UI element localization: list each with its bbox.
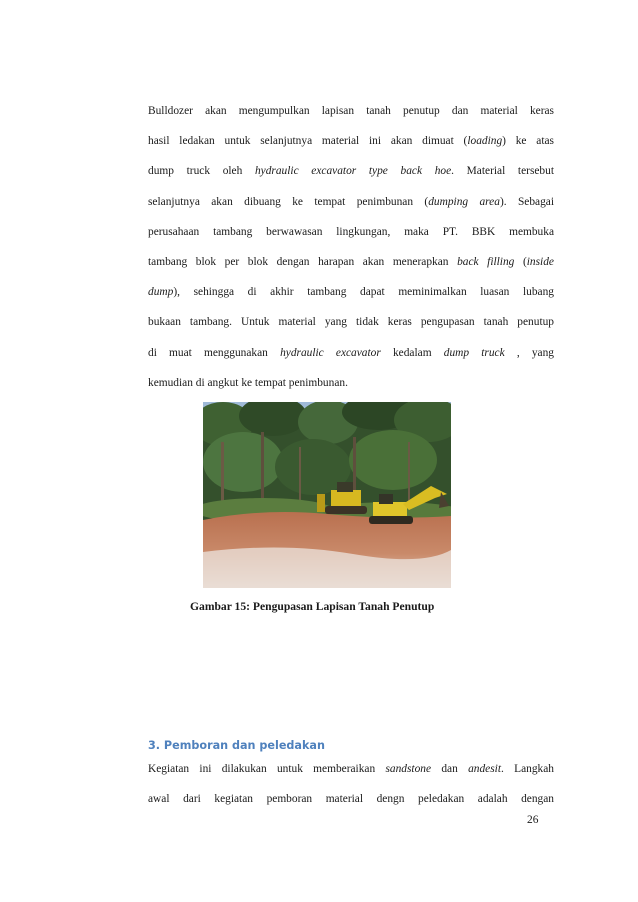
text-line: hasil ledakan untuk selanjutnya material ini akan dimuat (loading) ke atas (148, 135, 554, 148)
text-line: dump), sehingga di akhir tambang dapat meminimalkan luasan lubang (148, 286, 554, 299)
section-heading: 3. Pemboran dan peledakan (148, 739, 325, 752)
text-line: awal dari kegiatan pemboran material dengn peledakan adalah dengan (148, 793, 554, 806)
text-line: Bulldozer akan mengumpulkan lapisan tanah penutup dan material keras (148, 105, 554, 117)
text-line: perusahaan tambang berwawasan lingkungan, maka PT. BBK membuka (148, 225, 554, 238)
figure-photo-land-clearing (203, 402, 451, 588)
text-line: Kegiatan ini dilakukan untuk memberaikan sandstone dan andesit. Langkah (148, 763, 554, 775)
text-line: kemudian di angkut ke tempat penimbunan. (148, 376, 348, 389)
text-line: bukaan tambang. Untuk material yang tidak keras pengupasan tanah penutup (148, 316, 554, 329)
photo-illustration (203, 402, 451, 588)
page-number: 26 (527, 814, 539, 826)
body-paragraph-1 (148, 96, 554, 398)
text-line: dump truck oleh hydraulic excavator type back hoe. Material tersebut (148, 165, 554, 178)
text-line: selanjutnya akan dibuang ke tempat penimbunan (dumping area). Sebagai (148, 195, 555, 208)
text-line: di muat menggunakan hydraulic excavator kedalam dump truck , yang (148, 346, 554, 359)
body-paragraph-2 (148, 754, 554, 814)
figure-caption: Gambar 15: Pengupasan Lapisan Tanah Penutup (190, 600, 435, 613)
text-line: tambang blok per blok dengan harapan akan menerapkan back filling (inside (148, 256, 554, 269)
